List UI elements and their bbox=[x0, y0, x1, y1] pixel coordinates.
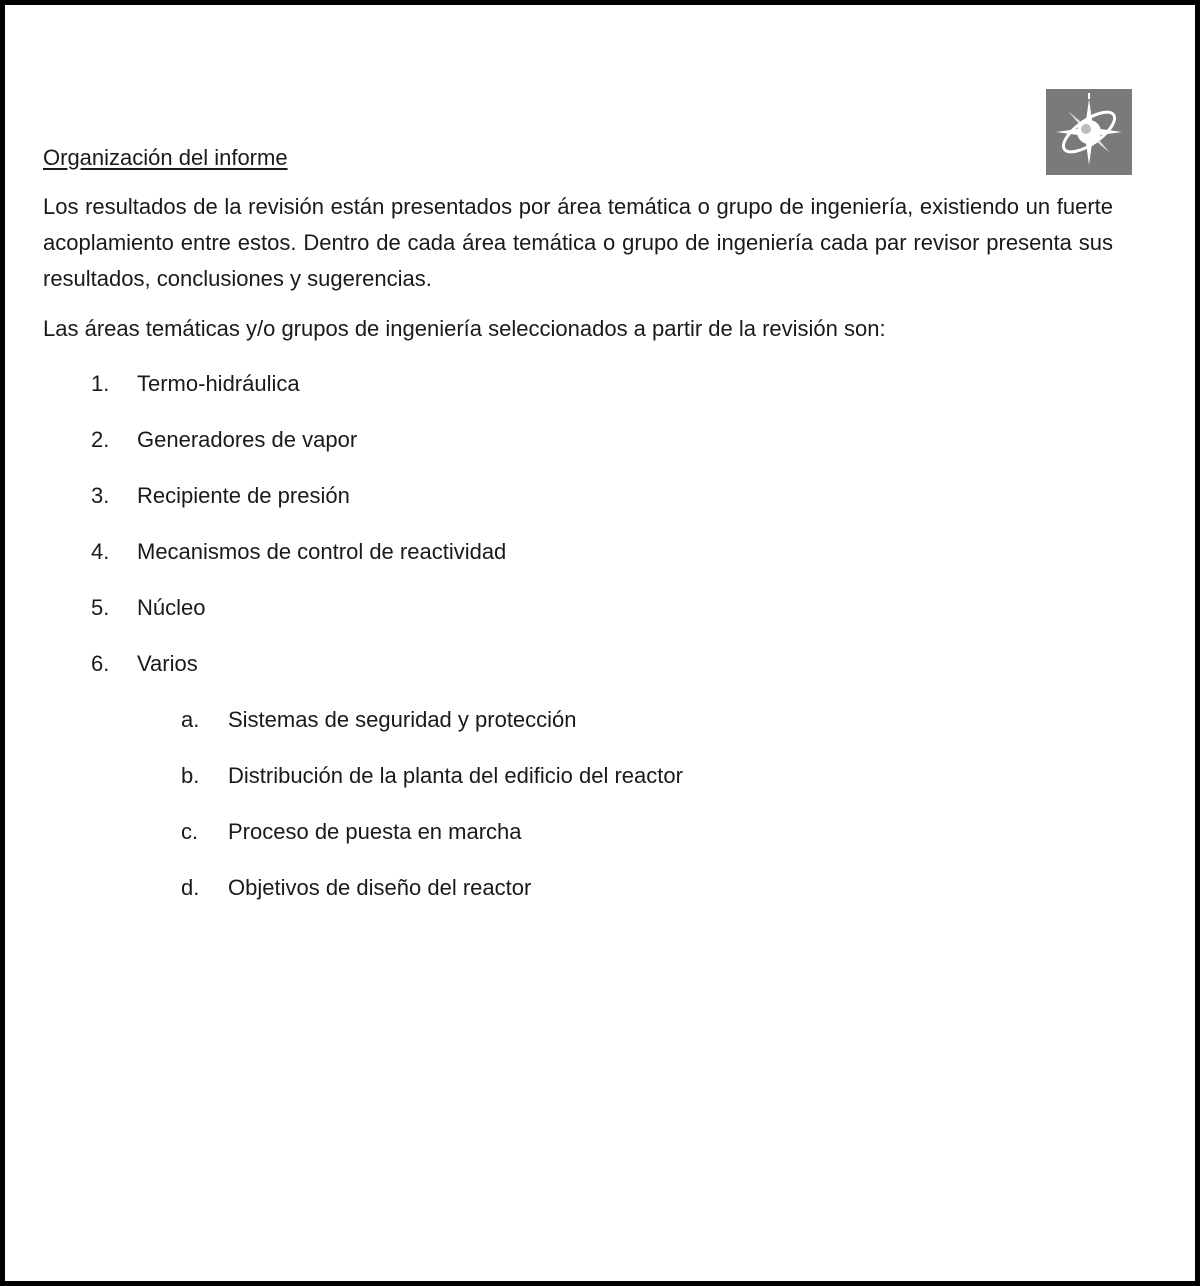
list-item bbox=[43, 647, 1113, 681]
body-paragraph: Los resultados de la revisión están presentados por área temática o grupo de ingeniería, existiendo un fuerte acoplamiento entre estos. Dentro de cada área temática o grupo de ingeniería cada par revisor presenta sus resultados, conclusiones y sugerencias. bbox=[43, 194, 1113, 291]
varios-sublist bbox=[43, 703, 1113, 905]
list-marker: 2. bbox=[91, 427, 110, 452]
sublist-marker: b. bbox=[181, 763, 200, 788]
sublist-item-text: Distribución de la planta del edificio del reactor bbox=[228, 763, 683, 788]
list-marker: 4. bbox=[91, 539, 110, 564]
list-marker: 5. bbox=[91, 595, 110, 620]
list-item-text: Mecanismos de control de reactividad bbox=[137, 539, 507, 564]
list-item-text: Recipiente de presión bbox=[137, 483, 350, 508]
sublist-item bbox=[43, 703, 1113, 737]
list-item bbox=[43, 423, 1113, 457]
list-item-text: Generadores de vapor bbox=[137, 427, 358, 452]
list-item-text: Varios bbox=[137, 651, 198, 676]
list-marker: 6. bbox=[91, 651, 110, 676]
sublist-marker: d. bbox=[181, 875, 200, 900]
list-item bbox=[43, 479, 1113, 513]
sublist-item bbox=[43, 871, 1113, 905]
sublist-item-text: Sistemas de seguridad y protección bbox=[228, 707, 577, 732]
sublist-item-text: Objetivos de diseño del reactor bbox=[228, 875, 532, 900]
topic-list bbox=[43, 367, 1113, 681]
list-marker: 3. bbox=[91, 483, 110, 508]
sublist-marker: c. bbox=[181, 819, 199, 844]
list-intro-paragraph: Las áreas temáticas y/o grupos de ingeniería seleccionados a partir de la revisión son: bbox=[43, 316, 886, 341]
list-marker: 1. bbox=[91, 371, 110, 396]
list-item-text: Termo-hidráulica bbox=[137, 371, 300, 396]
sublist-item bbox=[43, 815, 1113, 849]
list-item-text: Núcleo bbox=[137, 595, 206, 620]
document-content bbox=[43, 143, 1113, 927]
sublist-item-text: Proceso de puesta en marcha bbox=[228, 819, 522, 844]
sublist-marker: a. bbox=[181, 707, 200, 732]
sublist-item bbox=[43, 759, 1113, 793]
list-item bbox=[43, 367, 1113, 401]
list-item bbox=[43, 591, 1113, 625]
list-item bbox=[43, 535, 1113, 569]
section-heading: Organización del informe bbox=[43, 145, 288, 170]
